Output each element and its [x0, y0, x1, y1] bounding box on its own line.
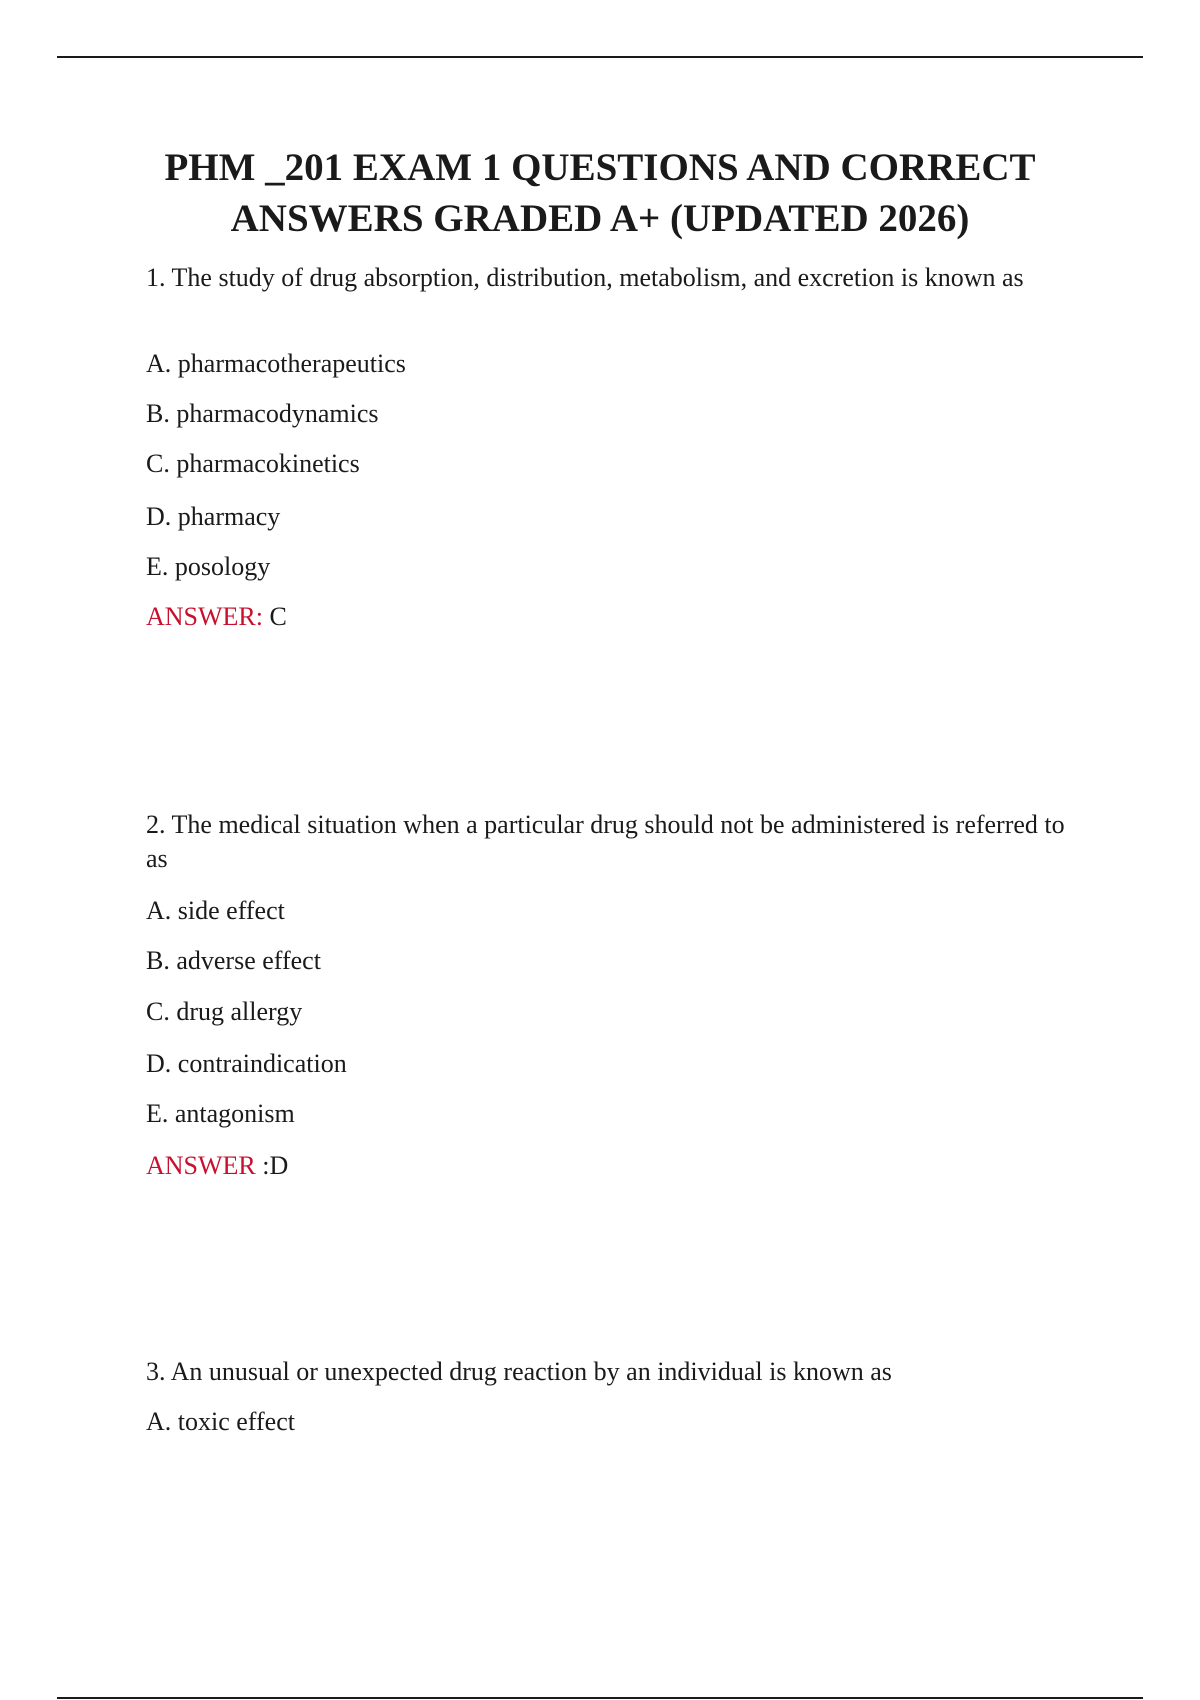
option-a: A. side effect: [146, 896, 285, 925]
option-e: E. antagonism: [146, 1099, 295, 1128]
answer-value: C: [263, 602, 287, 631]
answer-label: ANSWER: [146, 1151, 256, 1180]
question-1: [146, 261, 1086, 631]
title-line-2: ANSWERS GRADED A+ (UPDATED 2026): [230, 197, 970, 240]
option-e: E. posology: [146, 552, 271, 581]
option-a: A. pharmacotherapeutics: [146, 349, 406, 378]
option-c: C. drug allergy: [146, 997, 303, 1026]
option-b: B. adverse effect: [146, 946, 321, 975]
question-3: [146, 1355, 1086, 1436]
option-d: D. pharmacy: [146, 502, 281, 531]
question-text: 3. An unusual or unexpected drug reaction by an individual is known as: [146, 1357, 892, 1386]
question-text: 2. The medical situation when a particular drug should not be administered is referred to as: [146, 810, 1065, 873]
option-a: A. toxic effect: [146, 1407, 295, 1436]
answer-line: [146, 1149, 288, 1183]
question-text: 1. The study of drug absorption, distribution, metabolism, and excretion is known as: [146, 263, 1024, 292]
document-title: [120, 142, 1080, 244]
answer-value: :D: [255, 1151, 289, 1180]
option-b: B. pharmacodynamics: [146, 399, 379, 428]
option-d: D. contraindication: [146, 1049, 347, 1078]
title-line-1: PHM _201 EXAM 1 QUESTIONS AND CORRECT: [164, 146, 1036, 189]
bottom-rule: [57, 1697, 1143, 1699]
question-2: [146, 808, 1086, 1180]
answer-line: [146, 600, 287, 634]
option-c: C. pharmacokinetics: [146, 449, 360, 478]
answer-label: ANSWER:: [146, 602, 263, 631]
top-rule: [57, 56, 1143, 58]
